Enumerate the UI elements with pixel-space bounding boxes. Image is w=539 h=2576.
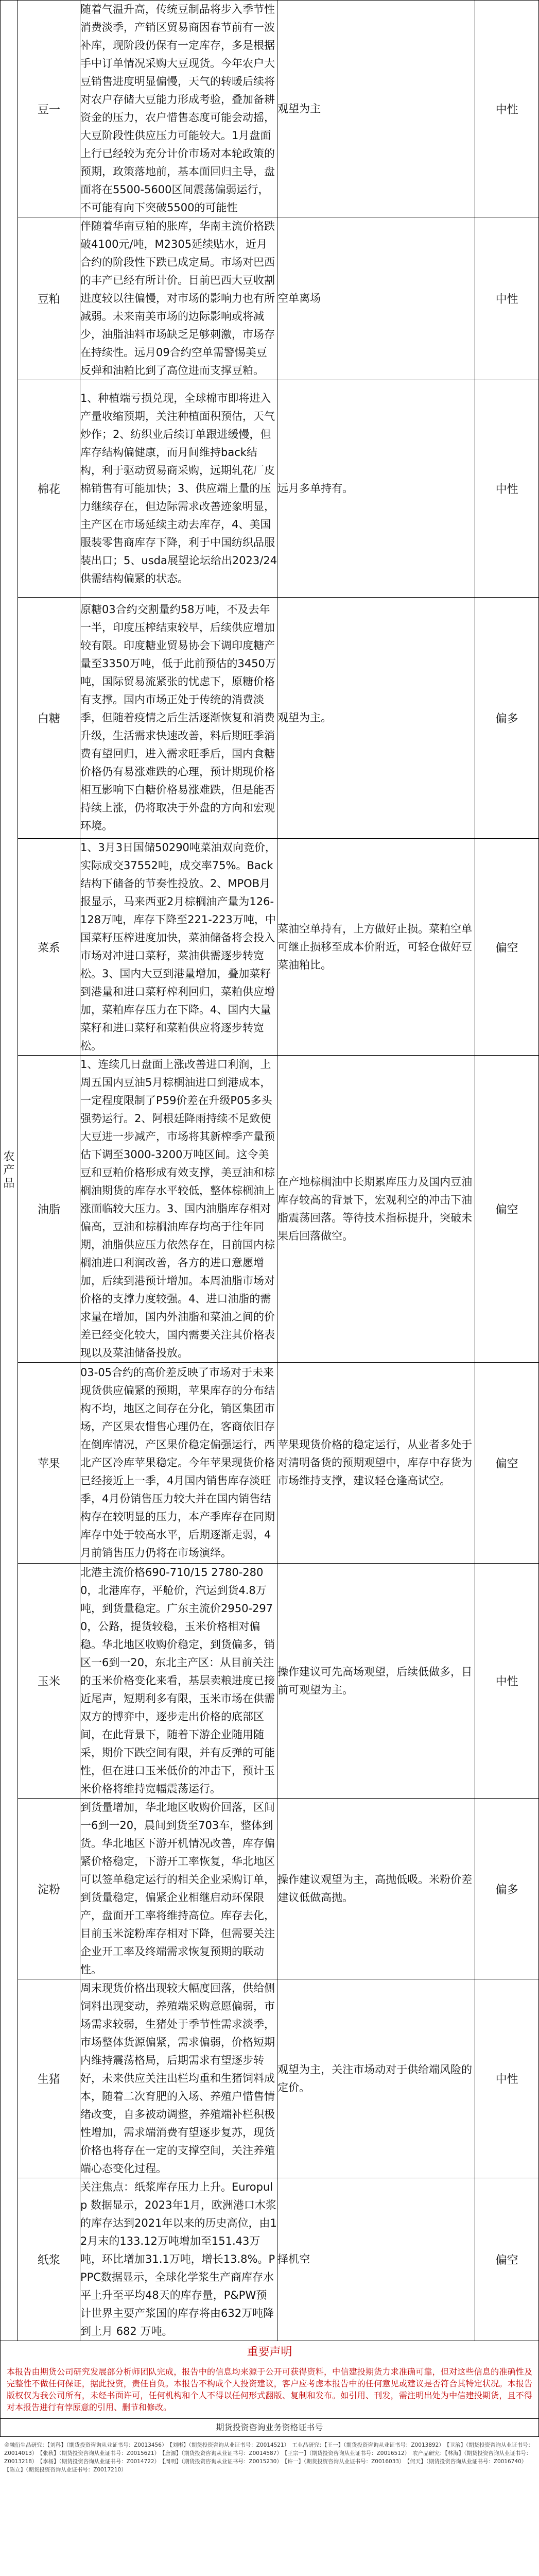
commodity-name-text: 苹果 bbox=[37, 1458, 60, 1470]
commodity-name-text: 生猪 bbox=[37, 2073, 60, 2086]
market-analysis-text: 周末现货价格出现较大幅度回落，供给侧饲料出现变动，养殖端采购意愿偏弱，市场需求较弱，生猪处于季节性需求淡季，市场整体货源偏紧，需求偏弱，价格短期内维持震荡格局，后期需求有望逐步转好，未来供应关注出栏均重和生猪饲料成本，随着二次育肥的入场、养殖户惜售情绪改变，自多被动调整，养殖端补栏积极性增加，需求端消费有望逐步复苏，现货价格也将存在一定的支撑空间，关注养殖端心态变化过程。 bbox=[80, 1982, 275, 2175]
disclaimer-box bbox=[0, 2341, 539, 2437]
commodity-name bbox=[18, 1363, 80, 1564]
rating-badge-text: 中性 bbox=[495, 2073, 518, 2086]
strategy-advice-text: 观望为主，关注市场动对于供给端风险的定价。 bbox=[277, 2063, 473, 2094]
commodity-name bbox=[18, 1564, 80, 1799]
commodity-name bbox=[18, 1799, 80, 1979]
commodity-name bbox=[18, 839, 80, 1056]
market-analysis-text: 随着气温升高，传统豆制品将步入季节性消费淡季，产销区贸易商因春节前有一波补库，现阶段仍保有一定库存，多是根据手中订单情况采购大豆现货。今年农户大豆销售进度明显偏慢，天气的转暖后续将对农户存储大豆能力形成考验，叠加备耕资金的压力，农户惜售态度可能会动摇，大豆阶段性供应压力可能较大。1月盘面上行已经较为充分计价市场对本轮政策的预期，政策落地前，基本面回归主导，盘面将在5500-5600区间震荡偏弱运行，不可能有向下突破5500的可能性 bbox=[80, 3, 275, 214]
strategy-advice bbox=[277, 1056, 475, 1363]
rating-badge bbox=[475, 1979, 539, 2178]
market-analysis-text: 伴随着华南豆粕的胀库，华南主流价格跌破4100元/吨，M2305延续贴水，近月合约的阶段性下跌已成定局。市场对巴西的丰产已经有所计价。目前巴西大豆收割进度较以往偏慢，对市场的影响力也有所减弱。未来南美市场的边际影响或将减少，油脂油料市场缺乏足够刺激，市场存在持续性。远月09合约空单需警惕美豆反弹和油粕比到了高位进而支撑豆粕。 bbox=[80, 220, 275, 377]
rating-badge bbox=[475, 598, 539, 839]
market-analysis bbox=[80, 1979, 277, 2178]
commodity-name-text: 淀粉 bbox=[37, 1883, 60, 1896]
strategy-advice-text: 择机空 bbox=[277, 2253, 310, 2265]
commodity-name-text: 玉米 bbox=[37, 1675, 60, 1688]
disclaimer-body: 本报告由期货公司研究发展部分析师团队完成，报告中的信息均来源于公开可获得资料，中信建投期货力求准确可靠，但对这些信息的准确性及完整性不做任何保证，据此投资，责任自负。本报告不构成个人投资建议，客户应考虑本报告中的任何意见或建议是否符合其特定状况。本报告版权仅为我公司所有，未经书面许可，任何机构和个人不得以任何形式翻版、复制和发布。如引用、刊发，需注明出处为中信建投期货，且不得对本报告进行有悖原意的引用、删节和修改。 bbox=[7, 2367, 532, 2412]
market-analysis-text: 1、种植端亏损兑现，全球棉市即将进入产量收缩预期，关注种植面积预估，天气炒作；2、纺织业后续订单跟进缓慢，但库存结构偏健康，而月间维持back结构，利于驱动贸易商采购，远期轧花厂皮棉销售有可能加快；3、供应端上量的压力继续存在，但边际需求改善迹象明显，主产区在市场延续主动去库存，4、美国服装零售商库存下降，利于中国纺织品服装出口；5、usda展望论坛给出2023/24供需结构偏紧的状态。 bbox=[80, 392, 277, 585]
commodity-name-text: 菜系 bbox=[37, 941, 60, 955]
rating-badge bbox=[475, 1056, 539, 1363]
commodity-name bbox=[18, 1979, 80, 2178]
market-analysis-text: 03-05合约的高价差反映了市场对于未来现货供应偏紧的预期，苹果库存的分布结构不均，地区之间存在分化，销区集团市场，产区果农惜售心理仍在，客商依旧存在倒库情况，产区果价稳定偏强运行，西北产区冷库苹果稳定。今年苹果现货价格已经接近上一季，4月国内销售库存淡旺季，4月份销售压力较大并在国内销售结构存在较明显的压力，本产季库存在同期库存中处于较高水平，后期逐渐走弱，4月前销售压力仍将在市场演绎。 bbox=[80, 1366, 275, 1559]
commodity-row bbox=[1, 2178, 539, 2341]
commodity-name-text: 白糖 bbox=[37, 713, 60, 725]
rating-badge bbox=[475, 217, 539, 380]
sector-label: 农产品 bbox=[3, 1150, 15, 1190]
commodity-name bbox=[18, 1, 80, 217]
sector-cell bbox=[1, 1, 18, 2341]
market-analysis bbox=[80, 1, 277, 217]
strategy-advice bbox=[277, 1, 475, 217]
commodity-name bbox=[18, 598, 80, 839]
market-analysis-text: 到货量增加，华北地区收购价回落，区间一6到一20，晨间到货至703车，整体到货。华北地区下游开机情况改善，库存偏紧价格稳定，下游开工率恢复，华北地区可以签单稳定运行的相关企业采购订单，到货量稳定，偏紧企业相继启动环保限产，盘面开工率将维持高位。库存去化，目前玉米淀粉库存相对下降，但需要关注企业开工率及终端需求恢复预期的联动性。 bbox=[80, 1801, 275, 1976]
strategy-advice-text: 苹果现货价格的稳定运行，从业者多处于对清明备货的预期观望中，库存中存货为市场维持支撑，建议轻仓逢高试空。 bbox=[277, 1438, 473, 1487]
strategy-advice-text: 在产地棕榈油中长期累库压力及国内豆油库存较高的背景下，宏观利空的冲击下油脂震荡回落。等待技术指标提升，突破未果后回落做空。 bbox=[277, 1175, 473, 1242]
rating-badge-text: 中性 bbox=[495, 293, 518, 306]
rating-badge-text: 偏空 bbox=[495, 941, 518, 955]
rating-badge bbox=[475, 1363, 539, 1564]
strategy-advice-text: 操作建议可先高场观望，后续低做多，目前可观望为主。 bbox=[277, 1665, 473, 1696]
strategy-advice-text: 菜油空单持有，上方做好止损。菜粕空单可继止损移至成本价附近，可轻仓做好豆菜油粕比。 bbox=[277, 922, 473, 971]
rating-badge-text: 偏多 bbox=[495, 1883, 518, 1896]
market-analysis bbox=[80, 1363, 277, 1564]
strategy-advice-text: 观望为主 bbox=[277, 102, 321, 115]
market-analysis bbox=[80, 1799, 277, 1979]
commodity-row bbox=[1, 1564, 539, 1799]
market-analysis bbox=[80, 2178, 277, 2341]
commodity-row bbox=[1, 839, 539, 1056]
commodity-name-text: 豆粕 bbox=[37, 293, 60, 306]
market-analysis bbox=[80, 380, 277, 598]
commodity-row bbox=[1, 1799, 539, 1979]
rating-badge-text: 偏空 bbox=[495, 2254, 518, 2267]
rating-badge bbox=[475, 1799, 539, 1979]
strategy-advice bbox=[277, 380, 475, 598]
market-analysis-text: 关注焦点：纸浆库存压力上升。Europulp 数据显示，2023年1月，欧洲港口木浆的库存达到2021年以来的历史高位，由12月末的133.12万吨增加至151.43万吨，环比增加31.1万吨，增长13.8%。PPPC数据显示，全球化学浆生产商库存水平上升至平均48天的库存量，P&PW预计世界主要产浆国的库存将由632万吨降到上月 682 万吨。 bbox=[80, 2181, 277, 2337]
rating-badge-text: 中性 bbox=[495, 103, 518, 116]
commodity-row bbox=[1, 1056, 539, 1363]
rating-badge-text: 偏多 bbox=[495, 713, 518, 725]
rating-badge-text: 中性 bbox=[495, 1675, 518, 1688]
disclaimer-footer: 期货投资咨询业务资格证书号 bbox=[1, 2418, 538, 2436]
commodity-name-text: 纸浆 bbox=[37, 2254, 60, 2267]
commodity-name bbox=[18, 217, 80, 380]
analyst-credentials: 金融衍生品研究：【刘科】（期货投资咨询从业证书号：Z0013456） 【刘彬】（期货投资咨询从业证书号：Z0014521） 工业品研究：【王一】（期货投资咨询从业证书号：Z0013892） 【卫治】（期货投资咨询从业证书号：Z0014013） 【张秋】（期货投资咨询从业证书号：Z0015621） 【唐源】（期货投资咨询从业证书号：Z0014587） 【王宗一】（期货投资咨询从业证书号：Z0016512） 农产品研究：【林海】（期货投资咨询从业证书号：Z0013218） 【李杨】（期货投资咨询从业证书号：Z0014722） 【周明】（期货投资咨询从业证书号：Z0015230） 【许一】（期货投资咨询从业证书号：Z0016033） 【何天】（期货投资咨询从业证书号：Z0016740） 【陈立】（期货投资咨询从业证书号：Z0017210） bbox=[4, 2442, 534, 2473]
commodity-row bbox=[1, 217, 539, 380]
commodity-name-text: 油脂 bbox=[37, 1204, 60, 1216]
rating-badge bbox=[475, 380, 539, 598]
strategy-advice bbox=[277, 598, 475, 839]
commodity-name bbox=[18, 380, 80, 598]
commodity-row bbox=[1, 1979, 539, 2178]
market-analysis-text: 北港主流价格690-710/15 2780-2800，北港库存，平舱价，汽运到货4.8万吨，到货量稳定。广东主流价2950-2970，公路，提货较稳，玉米价格相对偏稳。华北地区收购价稳定，到货偏多，销区一6到一20，东北主产区：从目前关注的玉米价格变化来看，基层卖粮进度已接近尾声，短期利多有限，玉米市场在供需双方的博弈中，逐步走出价格的底部区间，在此背景下，随着下游企业随用随采，期价下跌空间有限，并有反弹的可能性，但在进口玉米低价的冲击下，预计玉米价格将维持宽幅震荡运行。 bbox=[80, 1566, 275, 1795]
commodity-row bbox=[1, 1, 539, 217]
strategy-advice bbox=[277, 217, 475, 380]
rating-badge bbox=[475, 839, 539, 1056]
market-analysis bbox=[80, 217, 277, 380]
market-analysis bbox=[80, 598, 277, 839]
strategy-advice-text: 远月多单持有。 bbox=[277, 482, 354, 495]
strategy-advice bbox=[277, 2178, 475, 2341]
rating-badge-text: 中性 bbox=[495, 483, 518, 496]
rating-badge bbox=[475, 1564, 539, 1799]
market-analysis-text: 1、3月3日国储50290吨菜油双向竞价，实际成交37552吨，成交率75%。Back结构下储备的节奏性投放。2、MPOB月报显示，马来西亚2月棕榈油产量为126-128万吨，库存下降至221-223万吨，中国菜籽压榨进度加快，菜油储备将会投入市场对冲进口菜籽，菜油供需逐步转宽松。3、国内大豆到港量增加，叠加菜籽到港量和进口菜籽榨利回归，菜粕供应增加，菜粕库存压力在下降。4、国内大量菜籽和进口菜籽和菜粕供应将逐步转宽松。 bbox=[80, 841, 276, 1052]
commodity-name bbox=[18, 2178, 80, 2341]
commodity-row bbox=[1, 1363, 539, 1564]
rating-badge-text: 偏空 bbox=[495, 1204, 518, 1216]
strategy-advice-text: 操作建议观望为主，高抛低吸。米粉价差建议低做高抛。 bbox=[277, 1873, 473, 1904]
strategy-advice-text: 观望为主。 bbox=[277, 711, 332, 724]
rating-badge bbox=[475, 1, 539, 217]
disclaimer-title: 重要声明 bbox=[247, 2346, 292, 2359]
rating-badge-text: 偏空 bbox=[495, 1458, 518, 1470]
market-analysis-text: 原糖03合约交割量约58万吨，不及去年一半，印度压榨结束较早，后续供应增加较有限。印度糖业贸易协会下调印度糖产量至3350万吨，低于此前预估的3450万吨，国际贸易流紧张的忧虑下，原糖价格有支撑。国内市场正处于传统的消费淡季，但随着疫情之后生活逐渐恢复和消费升级，生活需求快速改善，料后期旺季消费有望回归，进入需求旺季后，国内食糖价格仍有易涨难跌的心理，预计期现价格相互影响下白糖价格易涨难跌，但是能否持续上涨，仍将取决于外盘的方向和宏观环境。 bbox=[80, 603, 276, 832]
market-analysis bbox=[80, 839, 277, 1056]
strategy-advice bbox=[277, 1363, 475, 1564]
commodity-name-text: 棉花 bbox=[37, 483, 60, 496]
commodity-name bbox=[18, 1056, 80, 1363]
strategy-advice-text: 空单离场 bbox=[277, 292, 321, 304]
market-analysis-text: 1、连续几日盘面上涨改善进口利润，上周五国内豆油5月棕榈油进口到港成本，一定程度限制了P59价差在升级P05多头强势运行。2、阿根廷降雨持续不足致使大豆进一步减产，市场将其新榨季产量预估下调至3000-3200万吨区间。这令美豆和豆粕价格形成有效支撑，美豆油和棕榈油期货的库存水平较低，整体棕榈油上涨面临较大压力。3、国内油脂库存相对偏高，豆油和棕榈油库存均高于往年同期，油脂供应压力依然存在，目前国内棕榈油进口利润改善，各方的进口意愿增加，后续到港预计增加。本周油脂市场对价格的支撑力度较强。4、进口油脂的需求量在增加，国内外油脂和菜油之间的价差已经变化较大，国内需要关注其价格表现以及菜油储备投放。 bbox=[80, 1058, 275, 1359]
market-analysis bbox=[80, 1564, 277, 1799]
strategy-advice bbox=[277, 1564, 475, 1799]
strategy-advice bbox=[277, 839, 475, 1056]
commodity-row bbox=[1, 598, 539, 839]
market-analysis bbox=[80, 1056, 277, 1363]
commodity-row bbox=[1, 380, 539, 598]
rating-badge bbox=[475, 2178, 539, 2341]
strategy-advice bbox=[277, 1799, 475, 1979]
commodity-name-text: 豆一 bbox=[37, 103, 60, 116]
strategy-advice bbox=[277, 1979, 475, 2178]
